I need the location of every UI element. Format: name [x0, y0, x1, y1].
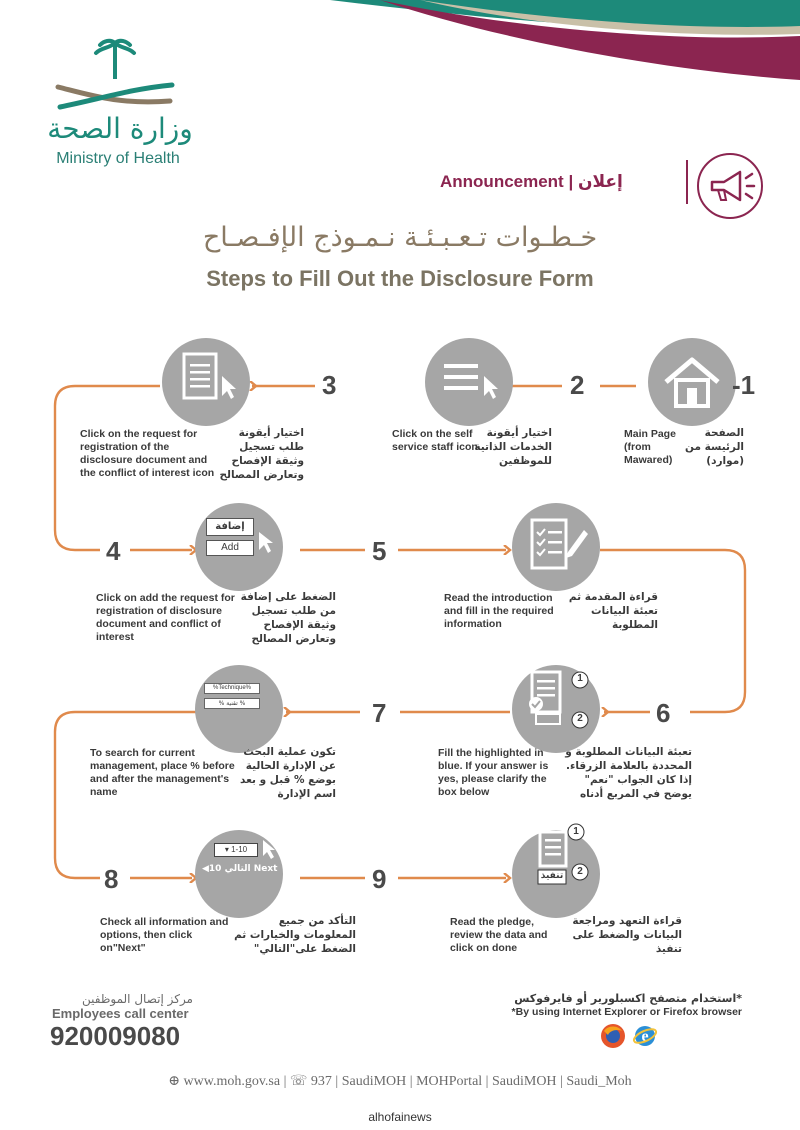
- cursor-icon: [260, 838, 278, 862]
- done-button-icon: تنفيذ: [540, 871, 564, 881]
- add-arabic-button-icon: إضافة: [206, 518, 254, 536]
- image-credit: alhofainews: [368, 1110, 432, 1124]
- step-8-number: 8: [104, 864, 119, 894]
- step-4-text-ar: الضغط على إضافة من طلب تسجيل وثيقة الإفصاح وتعارض المصالح: [240, 591, 336, 645]
- step-7-circle: [195, 665, 283, 753]
- checklist-radio-icon: [522, 666, 602, 744]
- step-4-number: 4: [106, 536, 121, 566]
- step-6-text-ar: تعبئة البيانات المطلوبة و المحددة بالعلامة الزرقاء. إذا كان الجواب "نعم" يوضح في المربع أدناه: [565, 746, 692, 800]
- pledge-document-icon: [520, 820, 598, 900]
- svg-text:e: e: [641, 1028, 649, 1045]
- call-center-english: Employees call center: [52, 1006, 189, 1021]
- step-6-number: 6: [656, 698, 671, 728]
- title-english: Steps to Fill Out the Disclosure Form: [206, 266, 594, 291]
- step-3-text-ar: اختيار أيقونة طلب تسجيل وثيقة الإفصاح وتعارض المصالح: [219, 427, 304, 481]
- document-icon: [176, 350, 242, 412]
- search-technique-field-icon: %Technique%: [204, 683, 260, 694]
- step-3-text-en: Click on the request for registration of the disclosure document and the conflict of interest icon: [80, 428, 215, 479]
- step-3-number: 3: [322, 370, 337, 400]
- step-6-badge-2: 2: [577, 713, 583, 724]
- step-1-text-en: Main Page (from Mawared): [624, 428, 676, 466]
- step-7-text-en: To search for current management, place % before and after the management's name: [90, 747, 235, 798]
- step-8-text-en: Check all information and options, then click on"Next": [100, 916, 229, 954]
- firefox-icon: [600, 1023, 626, 1049]
- step-6-text-en: Fill the highlighted in blue. If your answer is yes, please clarify the box below: [438, 747, 549, 798]
- step-1-number: -1: [732, 370, 756, 400]
- step-9-badge-2: 2: [577, 866, 583, 877]
- step-2-text-ar: اختيار أيقونة الخدمات الذاتية للموظفين: [474, 427, 552, 467]
- internet-explorer-icon: [632, 1023, 658, 1049]
- cursor-icon: [256, 530, 276, 556]
- step-6-badge-1: 1: [577, 673, 583, 684]
- title-arabic: خـطـوات تـعـبـئـة نـمـوذج الإفـصـاح: [202, 222, 598, 253]
- step-5-text-en: Read the introduction and fill in the required information: [444, 592, 554, 630]
- browser-note-english: *By using Internet Explorer or Firefox browser: [511, 1006, 742, 1018]
- footer-links: ⊕ www.moh.gov.sa | ☏ 937 | SaudiMOH | MOHPortal | SaudiMOH | Saudi_Moh: [168, 1074, 632, 1089]
- menu-list-icon: [440, 356, 500, 406]
- step-5-text-ar: قراءة المقدمة ثم تعبئة البيانات المطلوبة: [568, 591, 658, 631]
- step-5-number: 5: [372, 536, 387, 566]
- browser-note-arabic: *استخدام متصفح اكسبلورير أو فايرفوكس: [514, 992, 742, 1005]
- step-1-text-ar: الصفحة الرئيسة من (موارد): [685, 427, 744, 467]
- step-4-text-en: Click on add the request for registration of disclosure document and conflict of interest: [96, 592, 235, 643]
- logo-arabic-name: وزارة الصحة: [47, 112, 193, 145]
- step-8-text-ar: التأكد من جميع المعلومات والخيارات ثم الضغط على"التالي": [234, 915, 356, 955]
- add-button-icon: Add: [206, 540, 254, 556]
- home-icon: [660, 352, 724, 412]
- step-7-text-ar: تكون عملية البحث عن الإدارة الحالية بوضع % قبل و بعد اسم الإدارة: [240, 746, 336, 800]
- next-button-icon: ◀التالي 10 Next: [202, 864, 278, 874]
- announcement-label: Announcement | إعلان: [440, 172, 623, 191]
- call-center-arabic: مركز إتصال الموظفين: [82, 992, 193, 1006]
- logo-english-name: Ministry of Health: [56, 150, 180, 167]
- step-2-text-en: Click on the self service staff icon: [392, 428, 478, 453]
- range-selector-icon: ▾ 1-10: [214, 843, 258, 857]
- call-center-number: 920009080: [50, 1021, 181, 1051]
- step-9-badge-1: 1: [573, 826, 579, 837]
- form-checklist-icon: [524, 512, 594, 582]
- step-9-number: 9: [372, 864, 387, 894]
- step-9-text-ar: قراءة التعهد ومراجعة البيانات والضغط على تنفيذ: [572, 915, 682, 955]
- step-7-number: 7: [372, 698, 387, 728]
- search-arabic-field-icon: % تقنية %: [204, 698, 260, 709]
- step-9-text-en: Read the pledge, review the data and click on done: [450, 916, 548, 954]
- step-2-number: 2: [570, 370, 585, 400]
